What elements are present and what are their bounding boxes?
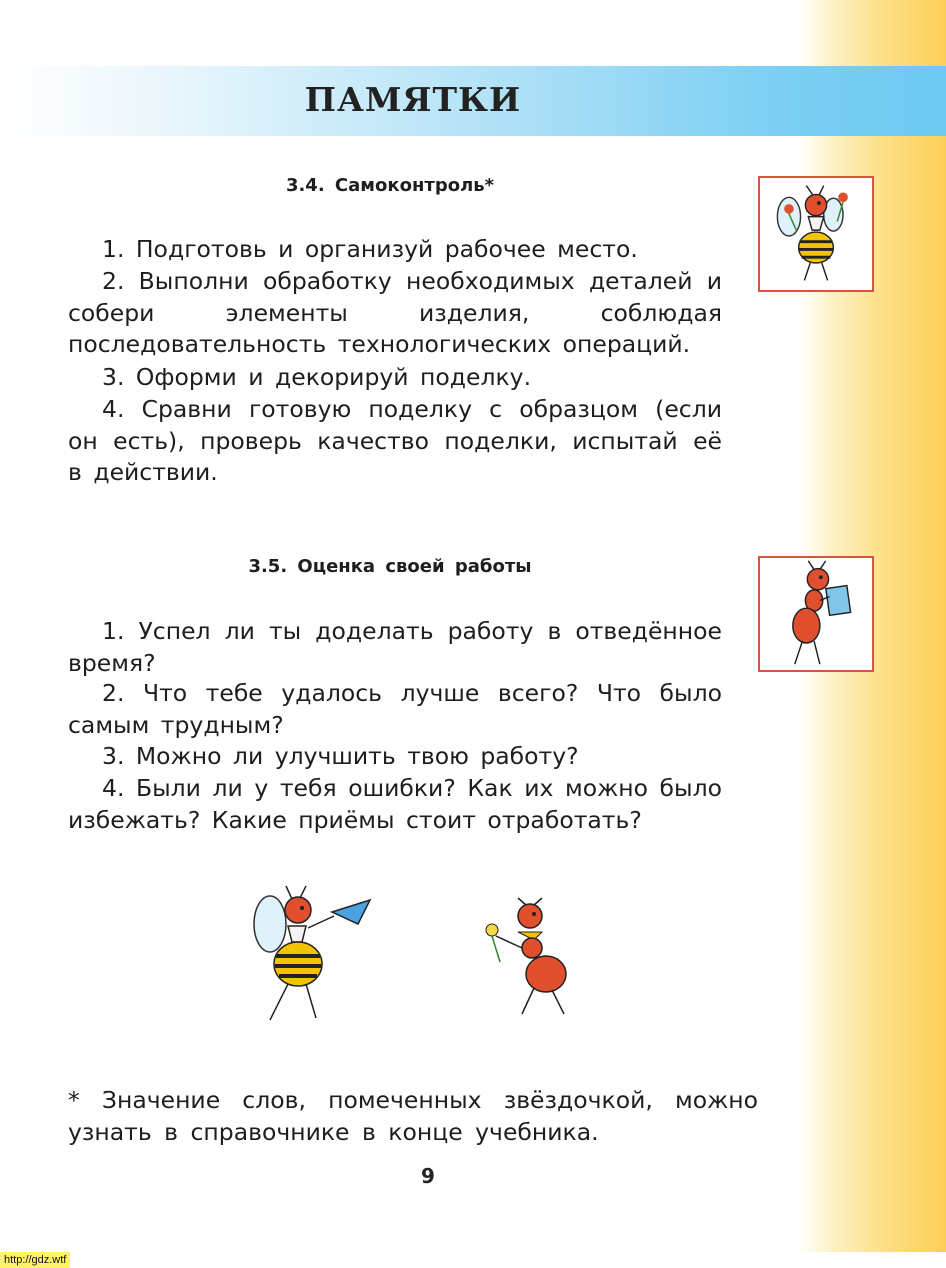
ant-with-flower-illustration [478, 896, 588, 1020]
footnote: * Значение слов, помеченных звёздочкой, можно узнать в справочнике в конце учебника. [68, 1086, 758, 1146]
list-item: 3. Оформи и декорируй поделку. [102, 363, 532, 391]
list-item: 2. Выполни обработку необходимых деталей и собери элементы изделия, соблюдая последовательность технологических операций. [68, 267, 722, 358]
ant-with-book-frame [758, 556, 874, 672]
list-item: 4. Сравни готовую поделку с образцом (если он есть), проверь качество поделки, испытай её в действии. [68, 395, 722, 486]
page-number: 9 [421, 1164, 435, 1188]
list-item: 2. Что тебе удалось лучше всего? Что было самым трудным? [68, 679, 722, 739]
bee-with-flowers-icon [760, 178, 872, 290]
list-item: 1. Успел ли ты доделать работу в отведённое время? [68, 617, 722, 677]
watermark-link[interactable]: http://gdz.wtf [0, 1252, 70, 1268]
bee-with-flag-icon [242, 880, 382, 1026]
section-heading-self-assessment: 3.5. Оценка своей работы [248, 556, 532, 577]
list-item: 4. Были ли у тебя ошибки? Как их можно было избежать? Какие приёмы стоит отработать? [68, 774, 722, 834]
list-item: 3. Можно ли улучшить твою работу? [102, 742, 579, 770]
bee-with-flowers-frame [758, 176, 874, 292]
ant-with-flower-icon [478, 896, 588, 1020]
section-heading-self-control: 3.4. Самоконтроль* [285, 175, 495, 196]
page-title: ПАМЯТКИ [304, 80, 522, 119]
bee-with-flag-illustration [242, 880, 382, 1026]
list-item: 1. Подготовь и организуй рабочее место. [102, 235, 638, 263]
ant-with-book-icon [760, 558, 872, 670]
